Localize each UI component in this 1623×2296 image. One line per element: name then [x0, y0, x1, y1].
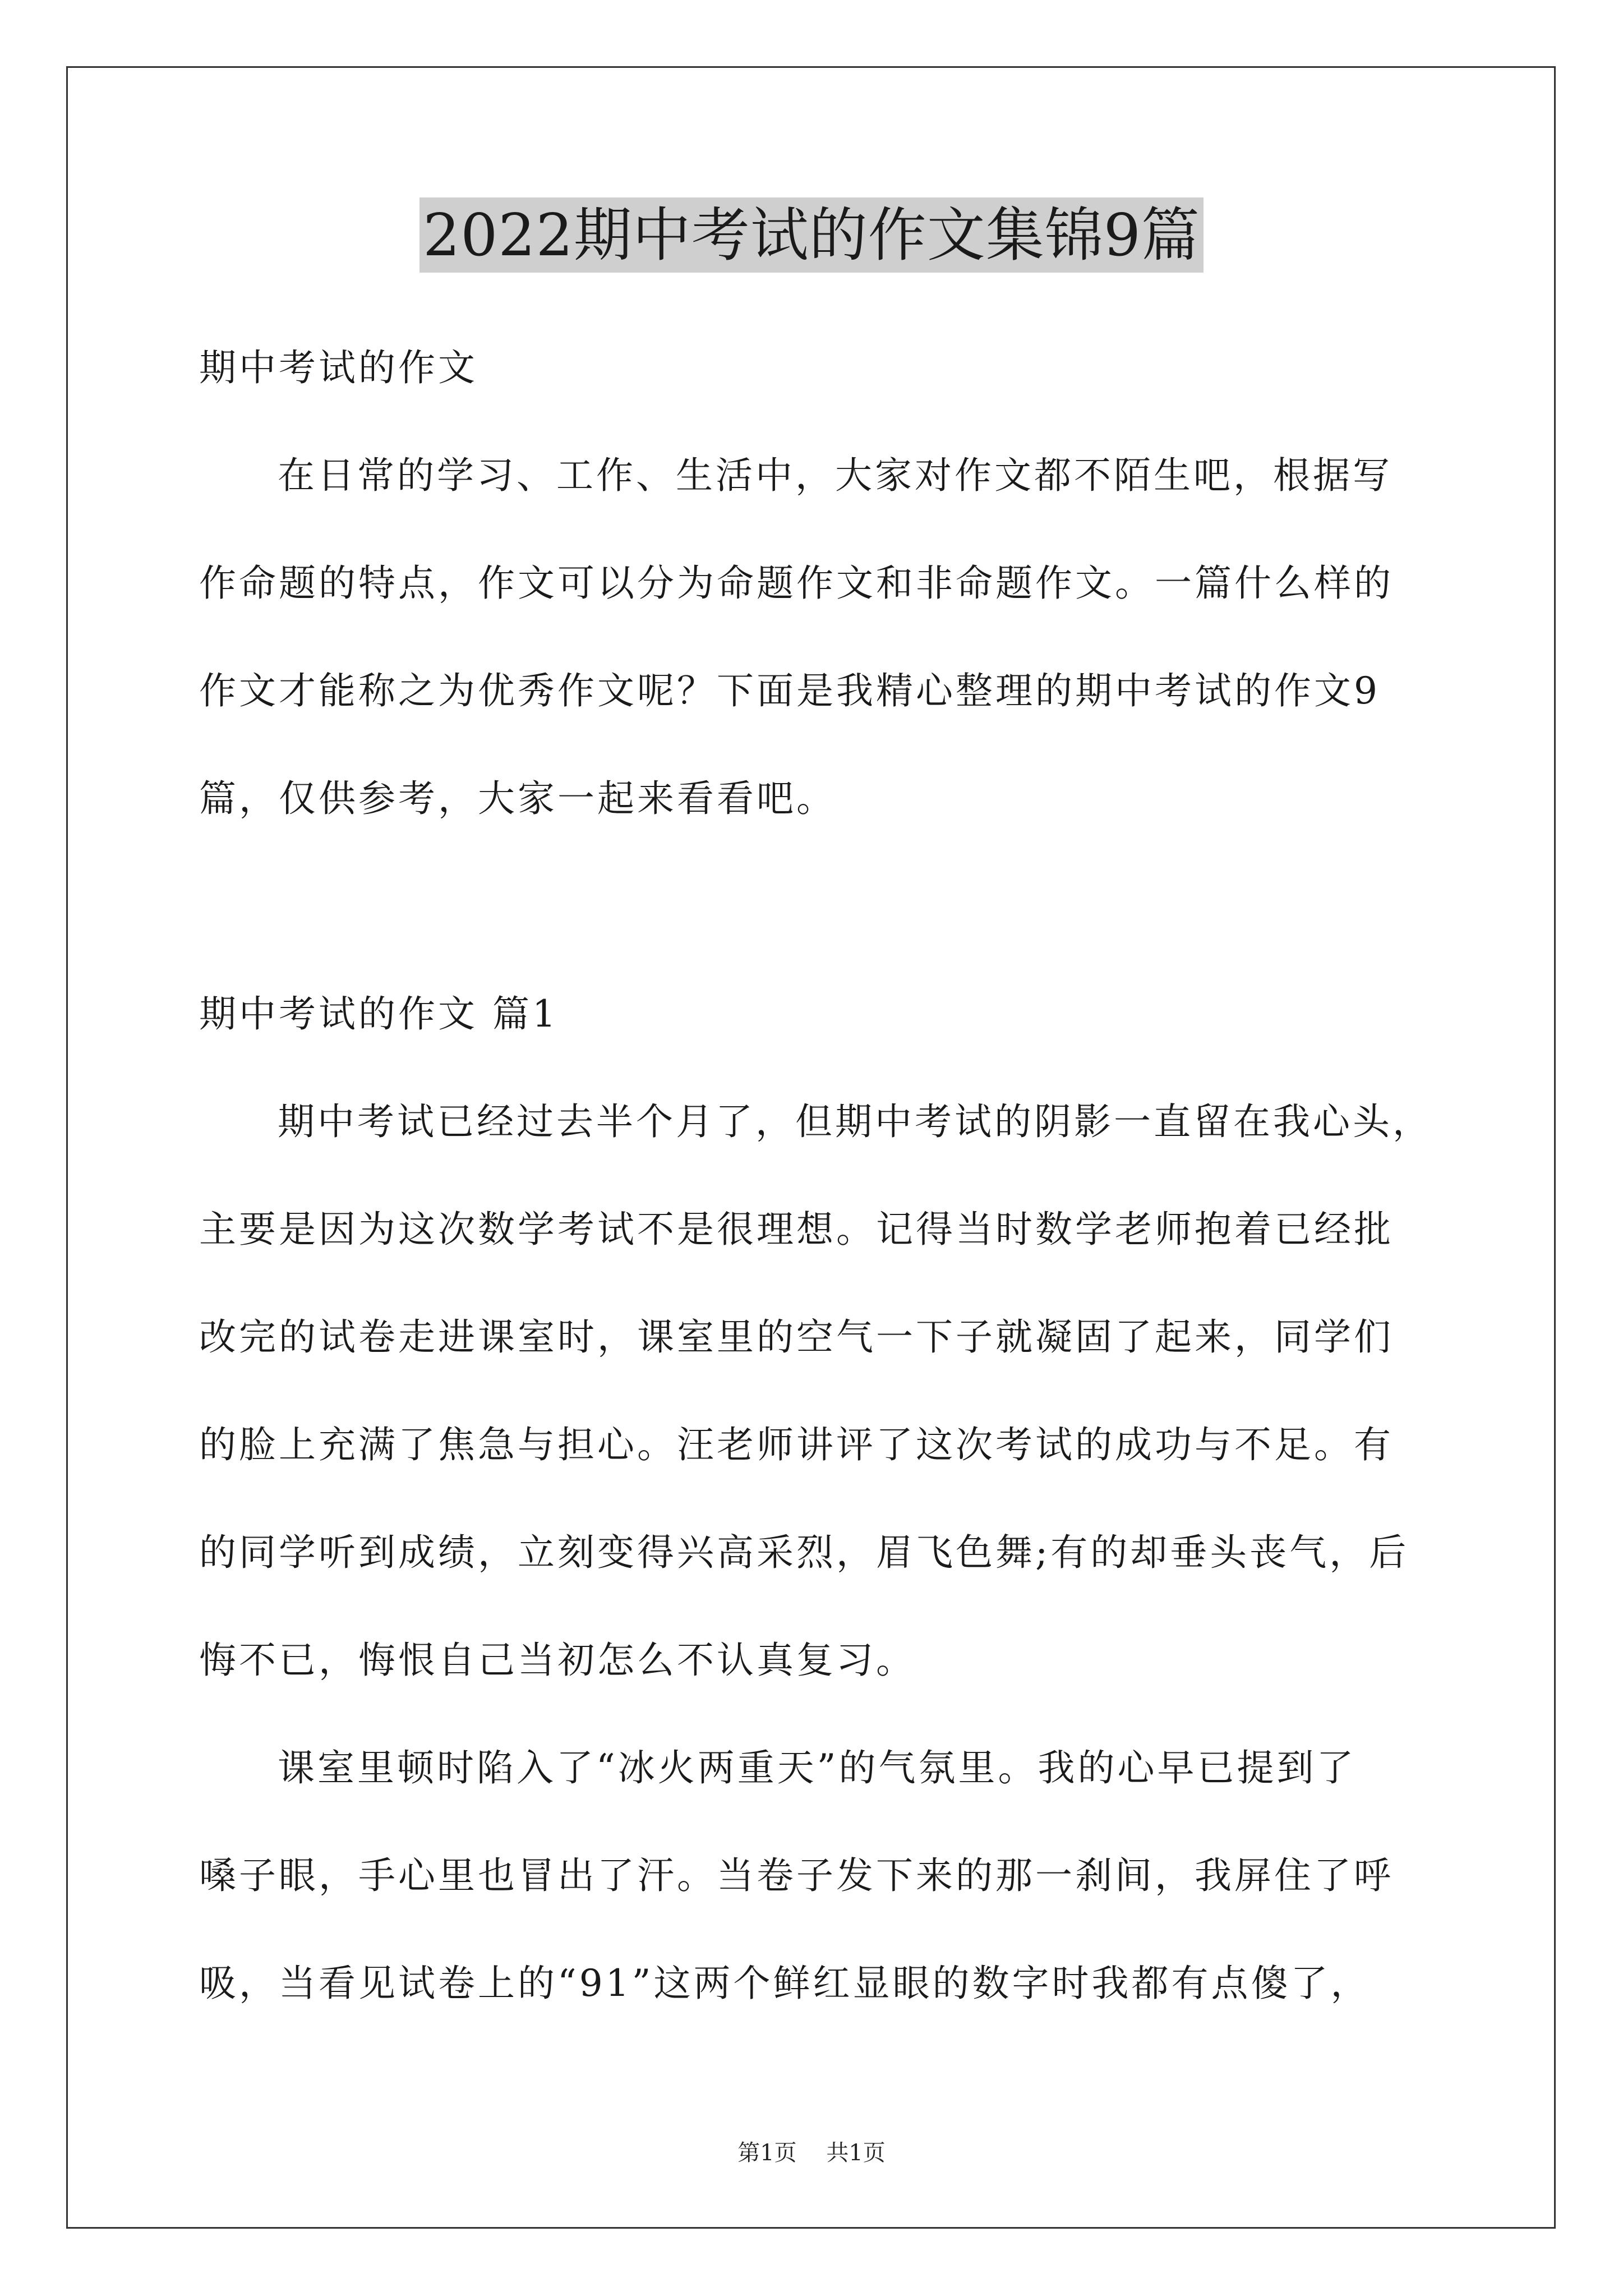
text-line: 作文才能称之为优秀作文呢？下面是我精心整理的期中考试的作文9 [199, 669, 1380, 712]
text-line: 吸，当看见试卷上的“91”这两个鲜红显眼的数字时我都有点傻了， [199, 1962, 1371, 2005]
text-line: 的同学听到成绩，立刻变得兴高采烈，眉飞色舞;有的却垂头丧气，后 [199, 1531, 1409, 1574]
text-line: 改完的试卷走进课室时，课室里的空气一下子就凝固了起来，同学们 [199, 1315, 1394, 1359]
document-body [199, 314, 1432, 2037]
text-line: 嗓子眼，手心里也冒出了汗。当卷子发下来的那一刹间，我屏住了呼 [199, 1854, 1394, 1897]
blank-line [199, 853, 1427, 960]
text-line: 主要是因为这次数学考试不是很理想。记得当时数学老师抱着已经批 [199, 1208, 1394, 1251]
page-total: 共1页 [826, 2140, 886, 2166]
text-line: 期中考试的作文 [199, 346, 478, 389]
text-line: 在日常的学习、工作、生活中，大家对作文都不陌生吧，根据写 [278, 454, 1393, 497]
text-line: 期中考试已经过去半个月了，但期中考试的阴影一直留在我心头， [278, 1100, 1432, 1143]
text-line: 篇，仅供参考，大家一起来看看吧。 [199, 777, 836, 820]
text-line: 期中考试的作文 篇1 [199, 992, 559, 1036]
page-number: 第1页 [737, 2140, 797, 2166]
text-line: 作命题的特点，作文可以分为命题作文和非命题作文。一篇什么样的 [199, 562, 1394, 605]
document-title-text: 2022期中考试的作文集锦9篇 [419, 197, 1204, 273]
document-title [0, 197, 1623, 273]
text-line: 的脸上充满了焦急与担心。汪老师讲评了这次考试的成功与不足。有 [199, 1423, 1394, 1466]
text-line: 课室里顿时陷入了“冰火两重天”的气氛里。我的心早已提到了 [278, 1746, 1357, 1789]
text-line: 悔不已，悔恨自己当初怎么不认真复习。 [199, 1639, 916, 1682]
page-footer [0, 2135, 1623, 2167]
